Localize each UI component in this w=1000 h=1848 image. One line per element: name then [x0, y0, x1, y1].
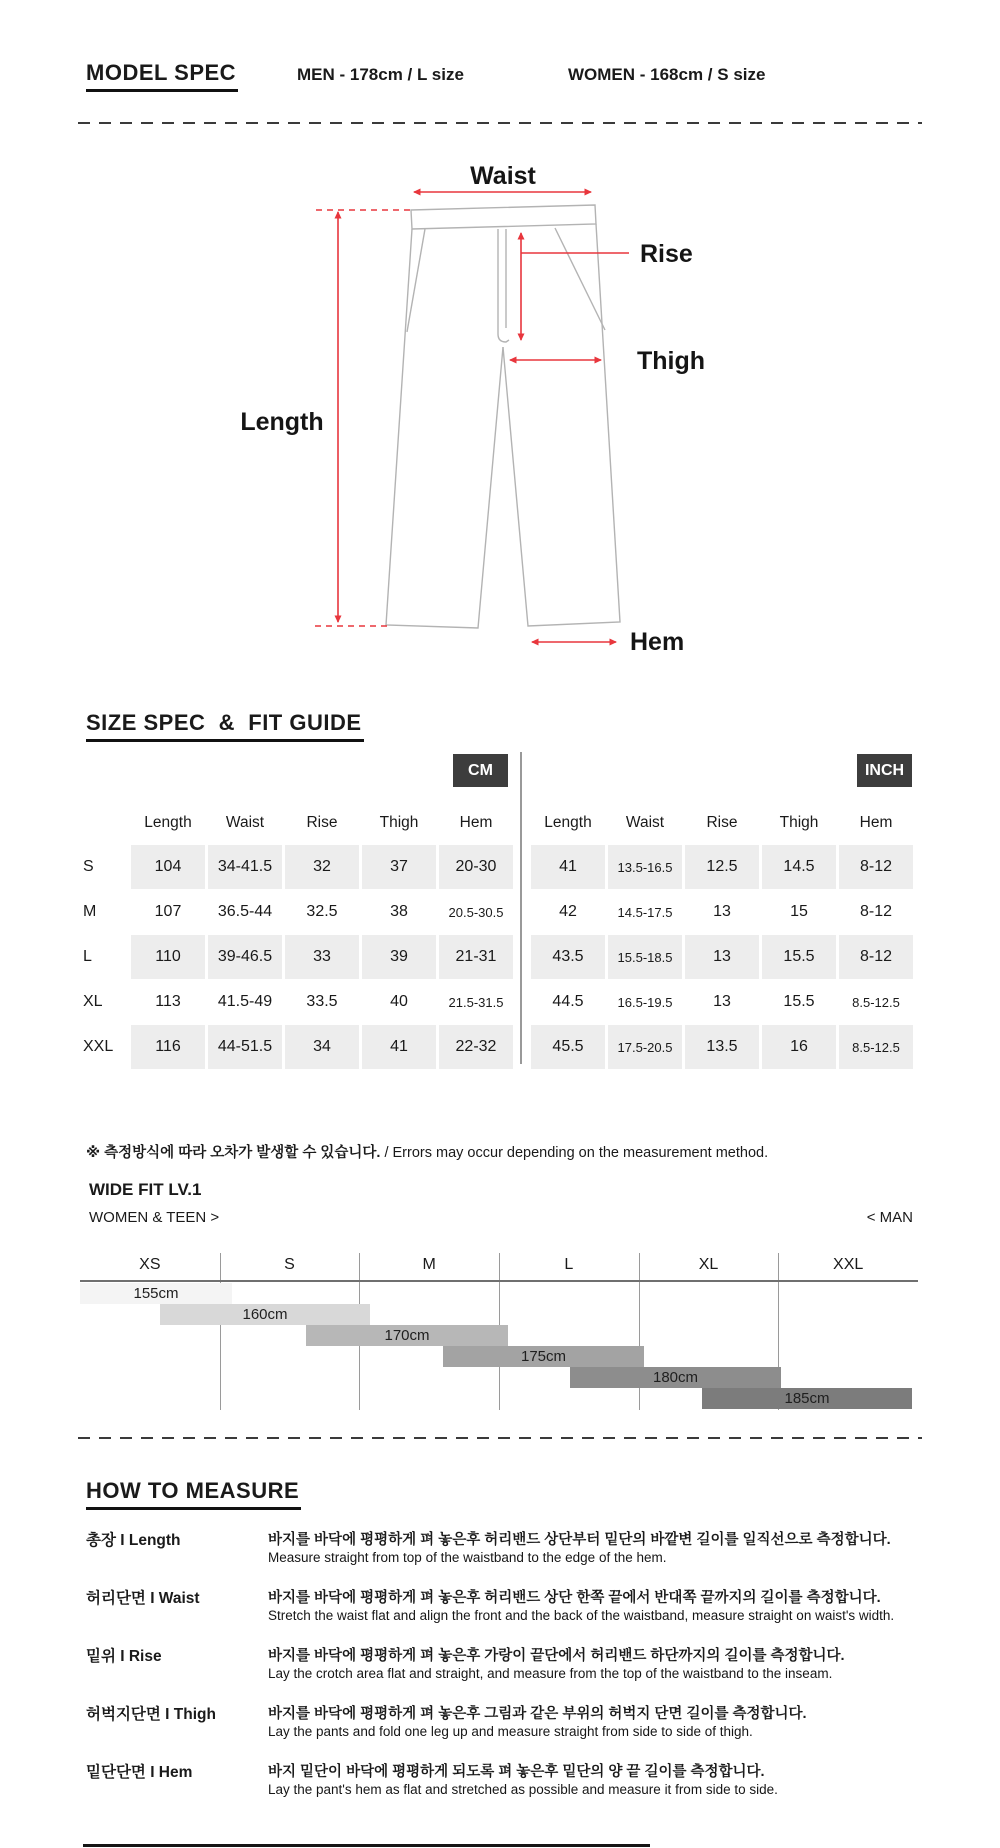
table-cell: 17.5-20.5 [608, 1025, 682, 1069]
measure-term: 밑위 I Rise [86, 1648, 162, 1665]
size-label: S [83, 858, 94, 875]
fit-guide-chart [80, 1253, 918, 1411]
column-header: Waist [225, 813, 265, 831]
measure-term: 밑단단면 I Hem [86, 1764, 193, 1781]
table-cell: 12.5 [685, 845, 759, 889]
table-cell: 44-51.5 [208, 1025, 282, 1069]
table-cell: 8-12 [839, 935, 913, 979]
table-cell: 16 [762, 1025, 836, 1069]
table-cell: 41.5-49 [217, 993, 273, 1010]
diagram-label-rise: Rise [640, 240, 693, 268]
table-cell: 43.5 [531, 935, 605, 979]
diagram-label-waist: Waist [470, 162, 536, 190]
table-row [531, 845, 913, 889]
table-cell: 42 [559, 903, 577, 920]
chart-size-label: XS [139, 1256, 161, 1273]
table-row [83, 890, 513, 934]
fit-bar: 160cm [160, 1304, 370, 1325]
table-cell: 104 [131, 845, 205, 889]
table-cell: 15 [790, 903, 808, 920]
measure-desc-korean: 바지를 바닥에 평평하게 펴 놓은후 허리밴드 상단부터 밑단의 바깥변 길이를 일직선으로 측정합니다. [268, 1532, 891, 1548]
column-header: Length [544, 813, 592, 831]
table-cell: 116 [131, 1025, 205, 1069]
table-cell: 33 [285, 935, 359, 979]
cm-badge: CM [453, 754, 508, 787]
chart-size-label: M [422, 1256, 436, 1273]
measure-desc-english: Stretch the waist flat and align the front and the back of the waistband, measure straight on waist's width. [268, 1608, 895, 1623]
table-cell: 20-30 [439, 845, 513, 889]
table-cell: 21-31 [439, 935, 513, 979]
table-cell: 13 [713, 903, 731, 920]
fit-guide-man-label: < MAN [866, 1209, 913, 1226]
fit-guide-title: WIDE FIT LV.1 [89, 1180, 202, 1199]
size-column-spacer [83, 800, 128, 845]
model-spec-title: MODEL SPEC [86, 60, 238, 92]
table-cell: 34 [285, 1025, 359, 1069]
measurement-note [86, 1141, 768, 1162]
table-divider [520, 752, 522, 1064]
column-header: Hem [459, 813, 493, 831]
fit-bar: 180cm [570, 1367, 781, 1388]
measure-desc-english: Lay the crotch area flat and straight, and measure from the top of the waistband to the inseam. [268, 1666, 833, 1681]
how-to-measure-heading: HOW TO MEASURE [86, 1478, 301, 1510]
fit-bar: 170cm [306, 1325, 508, 1346]
cm-size-table [83, 800, 513, 1070]
fit-bar: 185cm [702, 1388, 912, 1409]
measure-desc-korean: 바지 밑단이 바닥에 평평하게 되도록 펴 놓은후 밑단의 양 끝 길이를 측정합니다. [268, 1764, 765, 1780]
fit-guide-women-teen-label: WOMEN & TEEN > [89, 1209, 220, 1226]
table-cell: 39-46.5 [208, 935, 282, 979]
table-cell: 16.5-19.5 [617, 994, 673, 1010]
chart-size-label: XXL [833, 1256, 864, 1273]
table-cell: 13 [685, 935, 759, 979]
measure-desc-korean: 바지를 바닥에 평평하게 펴 놓은후 그림과 같은 부위의 허벅지 단면 길이를 측정합니다. [268, 1706, 807, 1722]
measure-term: 허벅지단면 I Thigh [86, 1706, 216, 1723]
size-label: XL [83, 993, 103, 1010]
dashed-divider-bottom [78, 1437, 922, 1439]
table-cell: 44.5 [552, 993, 584, 1010]
column-header: Waist [625, 813, 665, 831]
table-cell: 32.5 [306, 903, 338, 920]
chart-axis-line [80, 1280, 918, 1282]
table-cell: 32 [285, 845, 359, 889]
dashed-divider-top [78, 122, 922, 124]
chart-size-label: XL [698, 1256, 719, 1273]
size-label: M [83, 903, 97, 920]
table-cell: 14.5 [762, 845, 836, 889]
size-spec-heading: SIZE SPEC & FIT GUIDE [86, 710, 364, 742]
table-cell: 15.5 [762, 935, 836, 979]
table-cell: 22-32 [439, 1025, 513, 1069]
table-row [531, 980, 913, 1024]
table-cell: 36.5-44 [217, 903, 273, 920]
fit-bar: 155cm [80, 1283, 232, 1304]
inch-size-table [531, 800, 913, 1070]
table-cell: 37 [362, 845, 436, 889]
table-row [83, 1025, 513, 1069]
measure-desc-korean: 바지를 바닥에 평평하게 펴 놓은후 가랑이 끝단에서 허리밴드 하단까지의 길이를 측정합니다. [268, 1648, 845, 1664]
table-cell: 15.5-18.5 [608, 935, 682, 979]
diagram-label-hem: Hem [630, 628, 685, 656]
table-cell: 13.5 [685, 1025, 759, 1069]
table-cell: 110 [131, 935, 205, 979]
inch-badge: INCH [857, 754, 912, 787]
table-cell: 20.5-30.5 [448, 904, 504, 920]
table-cell: 45.5 [531, 1025, 605, 1069]
table-cell: 14.5-17.5 [617, 904, 673, 920]
table-cell: 39 [362, 935, 436, 979]
measure-desc-english: Lay the pant's hem as flat and stretched as possible and measure it from side to side. [268, 1782, 778, 1797]
chart-column-divider [220, 1253, 221, 1410]
column-header: Hem [859, 813, 893, 831]
table-row [83, 980, 513, 1024]
table-cell: 38 [390, 903, 408, 920]
measure-desc-english: Lay the pants and fold one leg up and measure straight from side to side of thigh. [268, 1724, 753, 1739]
column-header: Rise [306, 813, 338, 831]
model-spec-women: WOMEN - 168cm / S size [568, 65, 766, 84]
table-row [83, 845, 513, 889]
column-header: Length [144, 813, 192, 831]
note-separator: / [380, 1145, 393, 1161]
table-cell: 34-41.5 [208, 845, 282, 889]
table-cell: 41 [362, 1025, 436, 1069]
pants-outline [386, 205, 620, 628]
table-cell: 8-12 [839, 845, 913, 889]
table-cell: 21.5-31.5 [448, 994, 504, 1010]
table-header-row [83, 800, 513, 845]
table-cell: 8.5-12.5 [839, 1025, 913, 1069]
table-cell: 113 [155, 993, 181, 1010]
bottom-rule [83, 1844, 650, 1847]
diagram-label-length: Length [240, 408, 324, 436]
measure-term: 허리단면 I Waist [86, 1590, 200, 1607]
table-header-row [531, 800, 913, 845]
column-header: Thigh [779, 813, 819, 831]
note-english: Errors may occur depending on the measurement method. [392, 1145, 769, 1161]
column-header: Rise [706, 813, 738, 831]
table-cell: 15.5 [783, 993, 815, 1010]
table-cell: 13 [713, 993, 731, 1010]
chart-size-label: L [564, 1256, 574, 1273]
table-row [531, 1025, 913, 1069]
measure-desc-english: Measure straight from top of the waistband to the edge of the hem. [268, 1550, 667, 1565]
table-cell: 40 [390, 993, 408, 1010]
measure-term: 총장 I Length [86, 1532, 181, 1549]
size-label: XXL [83, 1038, 114, 1055]
diagram-label-thigh: Thigh [637, 347, 706, 375]
pants-measure-diagram [200, 140, 760, 670]
column-header: Thigh [379, 813, 419, 831]
table-row [531, 935, 913, 979]
table-cell: 107 [154, 903, 182, 920]
table-cell: 41 [531, 845, 605, 889]
table-cell: 8.5-12.5 [852, 994, 900, 1010]
table-row [531, 890, 913, 934]
size-label: L [83, 948, 92, 965]
fit-bar: 175cm [443, 1346, 644, 1367]
table-cell: 8-12 [859, 903, 893, 920]
note-korean: ※ 측정방식에 따라 오차가 발생할 수 있습니다. [86, 1145, 381, 1161]
table-cell: 13.5-16.5 [608, 845, 682, 889]
table-cell: 33.5 [306, 993, 338, 1010]
measure-desc-korean: 바지를 바닥에 평평하게 펴 놓은후 허리밴드 상단 한쪽 끝에서 반대쪽 끝까지의 길이를 측정합니다. [268, 1590, 881, 1606]
table-row [83, 935, 513, 979]
chart-size-label: S [284, 1256, 295, 1273]
model-spec-men: MEN - 178cm / L size [297, 65, 464, 84]
